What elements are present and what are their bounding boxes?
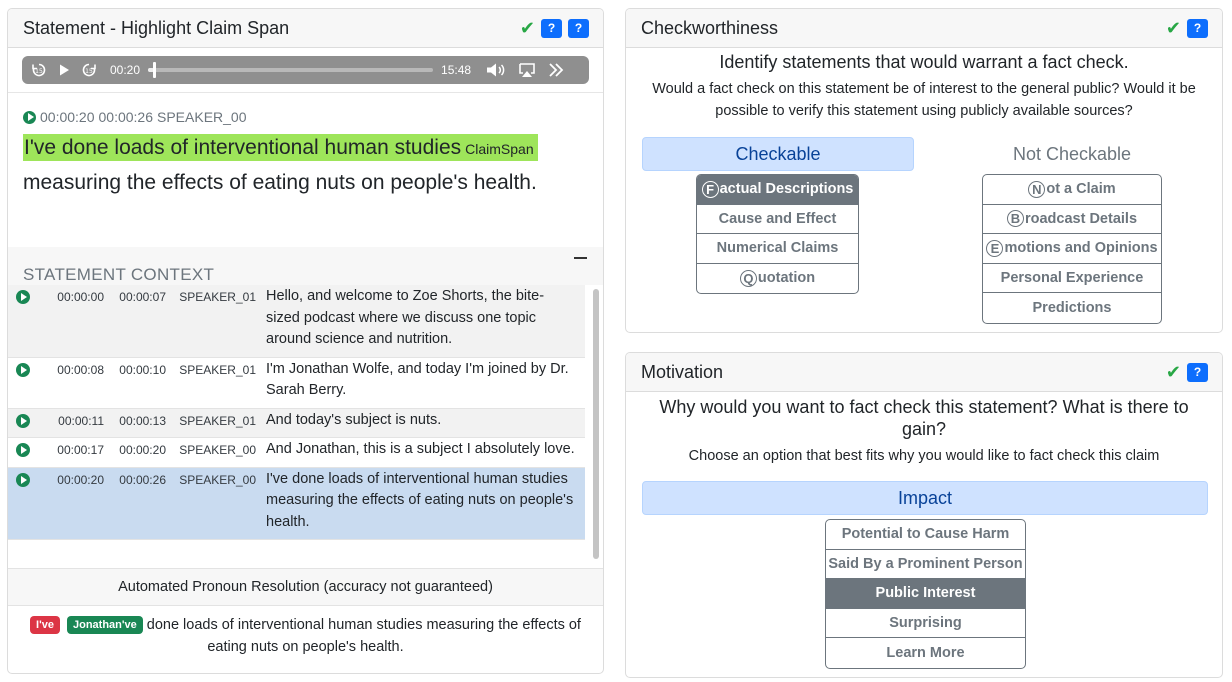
panel-title: Statement - Highlight Claim Span <box>23 17 290 38</box>
seek-bar[interactable] <box>148 68 433 72</box>
play-row-icon[interactable] <box>16 363 30 377</box>
row-speaker: SPEAKER_01 <box>179 413 256 428</box>
svg-text:15: 15 <box>85 68 93 75</box>
pronoun-title: Automated Pronoun Resolution (accuracy not guaranteed) <box>118 579 493 595</box>
airplay-icon[interactable] <box>517 61 537 79</box>
option-cause-and-effect[interactable] <box>697 205 858 235</box>
hotkey-f: F <box>702 181 719 198</box>
row-start: 00:00:08 <box>57 362 104 377</box>
option-surprising[interactable]: Surprising <box>826 609 1025 639</box>
row-speaker: SPEAKER_01 <box>179 290 256 304</box>
check-icon: ✔ <box>1165 18 1181 38</box>
row-end: 00:00:07 <box>119 290 166 304</box>
option-label: motions and Opinions <box>1004 240 1158 257</box>
play-statement-icon[interactable] <box>23 111 36 124</box>
context-row <box>8 438 585 468</box>
question-subtitle: Would a fact check on this statement be of interest to the general public? Would it be possible to verify this statement using publicly available sources? <box>652 81 1196 119</box>
forward-icon[interactable] <box>80 61 98 79</box>
row-text: Hello, and welcome to Zoe Shorts, the bite-sized podcast where we discuss one topic around science and nutrition. <box>266 288 545 347</box>
hotkey-n: N <box>1028 181 1045 198</box>
play-row-icon[interactable] <box>16 290 30 304</box>
audio-player <box>22 56 589 84</box>
row-speaker: SPEAKER_00 <box>179 472 256 487</box>
not-checkable-options <box>982 174 1162 324</box>
context-row <box>8 358 585 409</box>
row-speaker: SPEAKER_01 <box>179 362 256 377</box>
row-start: 00:00:00 <box>57 290 104 304</box>
pronoun-text: done loads of interventional human studies measuring the effects of eating nuts on people's health. <box>146 617 581 655</box>
row-start: 00:00:20 <box>57 472 104 487</box>
statement-text[interactable] <box>23 131 588 200</box>
option-numerical-claims[interactable] <box>697 234 858 264</box>
row-start: 00:00:11 <box>58 413 104 428</box>
option-label: uotation <box>757 270 816 287</box>
option-said-by-prominent-person[interactable]: Said By a Prominent Person <box>826 550 1025 580</box>
pronoun-resolution-body <box>8 606 603 666</box>
more-icon[interactable] <box>547 61 565 79</box>
current-statement <box>8 93 603 247</box>
play-row-icon[interactable] <box>16 473 30 487</box>
play-row-icon[interactable] <box>16 443 30 457</box>
row-text: I've done loads of interventional human studies measuring the effects of eating nuts on people's health. <box>266 470 574 530</box>
row-end: 00:00:20 <box>119 443 166 457</box>
svg-text:15: 15 <box>35 68 43 75</box>
not-checkable-button[interactable]: Not Checkable <box>1012 143 1132 164</box>
volume-icon[interactable] <box>485 61 507 79</box>
option-learn-more[interactable]: Learn More <box>886 644 965 661</box>
motivation-header <box>626 353 1222 392</box>
option-personal-experience[interactable] <box>983 264 1161 294</box>
context-row-selected <box>8 468 585 541</box>
pronoun-resolution-header <box>8 568 603 606</box>
option-label: Numerical Claims <box>716 240 839 257</box>
statement-header <box>8 9 603 48</box>
check-icon: ✔ <box>1165 362 1181 382</box>
row-end: 00:00:26 <box>119 472 166 487</box>
motivation-panel <box>625 352 1223 678</box>
help-button[interactable]: ? <box>541 19 562 38</box>
checkable-options <box>696 174 859 294</box>
option-label: Personal Experience <box>1000 269 1144 286</box>
question-title: Identify statements that would warrant a fact check. <box>719 52 1129 72</box>
statement-context-header[interactable] <box>8 247 603 285</box>
duration-time: 15:48 <box>441 63 472 77</box>
option-predictions[interactable] <box>983 293 1161 323</box>
row-start: 00:00:17 <box>57 443 104 457</box>
collapse-icon[interactable] <box>574 257 587 259</box>
option-label: Predictions <box>1032 299 1112 316</box>
option-label: actual Descriptions <box>719 181 854 198</box>
option-label: ot a Claim <box>1046 181 1116 198</box>
row-text: And today's subject is nuts. <box>266 411 442 428</box>
hotkey-e: E <box>986 240 1003 257</box>
option-public-interest[interactable]: Public Interest <box>826 579 1025 609</box>
rewind-icon[interactable] <box>30 61 48 79</box>
row-end: 00:00:10 <box>119 362 166 377</box>
question-subtitle: Choose an option that best fits why you would like to fact check this claim <box>688 448 1160 464</box>
highlighted-text: I've done loads of interventional human studies <box>24 136 462 159</box>
statement-start: 00:00:20 <box>40 109 95 125</box>
statement-speaker: SPEAKER_00 <box>157 109 247 125</box>
help-button-2[interactable]: ? <box>568 19 589 38</box>
option-label: Cause and Effect <box>718 210 837 227</box>
option-label: roadcast Details <box>1024 210 1138 227</box>
context-list <box>8 285 603 568</box>
statement-panel <box>7 8 604 674</box>
option-not-a-claim[interactable] <box>983 175 1161 205</box>
checkworthiness-header <box>626 9 1222 48</box>
context-row <box>8 409 585 439</box>
panel-title: Motivation <box>641 361 724 382</box>
context-title: STATEMENT CONTEXT <box>23 265 215 284</box>
resolved-pronoun-badge: Jonathan've <box>67 616 143 634</box>
current-time: 00:20 <box>110 63 141 77</box>
checkworthiness-panel <box>625 8 1223 333</box>
option-broadcast-details[interactable] <box>983 205 1161 235</box>
motivation-options <box>825 519 1026 669</box>
check-icon: ✔ <box>519 18 535 38</box>
impact-button[interactable]: Impact <box>642 481 1208 515</box>
row-text: And Jonathan, this is a subject I absolutely love. <box>266 441 575 457</box>
panel-title: Checkworthiness <box>641 17 779 38</box>
context-scrollbar[interactable] <box>593 289 599 559</box>
hotkey-q: Q <box>740 270 757 287</box>
statement-rest: measuring the effects of eating nuts on people's health. <box>23 171 537 194</box>
option-quotation[interactable] <box>697 264 858 294</box>
statement-end: 00:00:26 <box>98 109 153 125</box>
option-potential-to-cause-harm[interactable]: Potential to Cause Harm <box>826 520 1025 550</box>
play-icon[interactable] <box>56 62 72 78</box>
claim-span-tag: ClaimSpan <box>465 141 534 157</box>
claim-span-highlight[interactable] <box>23 134 538 161</box>
row-speaker: SPEAKER_00 <box>179 443 256 457</box>
play-row-icon[interactable] <box>16 414 30 428</box>
help-button[interactable]: ? <box>1187 363 1208 382</box>
checkable-button[interactable]: Checkable <box>642 137 914 171</box>
audio-player-wrap <box>8 48 603 93</box>
statement-meta <box>23 109 588 125</box>
row-text: I'm Jonathan Wolfe, and today I'm joined by Dr. Sarah Berry. <box>266 360 569 398</box>
question-title: Why would you want to fact check this statement? What is there to gain? <box>659 397 1189 439</box>
help-button[interactable]: ? <box>1187 19 1208 38</box>
row-end: 00:00:13 <box>119 413 166 428</box>
hotkey-b: B <box>1007 210 1024 227</box>
original-pronoun-badge: I've <box>30 616 60 634</box>
option-factual-descriptions[interactable] <box>697 175 858 205</box>
context-row <box>8 285 585 358</box>
option-emotions-and-opinions[interactable] <box>983 234 1161 264</box>
